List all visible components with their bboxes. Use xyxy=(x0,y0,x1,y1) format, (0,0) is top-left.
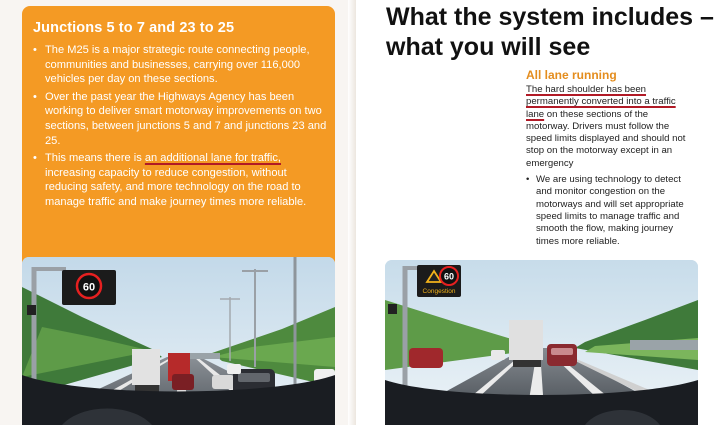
underlined-phrase: The hard shoulder has been permanently converted into a traffic lane xyxy=(526,84,676,120)
bullet-text-after: increasing capacity to reduce congestion, without reducing safety, and more technology on the road to manage traffic and make journey times more reliable. xyxy=(45,166,307,208)
bullet-item: • Over the past year the Highways Agency has been working to deliver smart motorway improvements on two sections, between junctions 5 and 7 and junctions 23 and 25. xyxy=(33,90,329,148)
right-body-text xyxy=(526,84,694,248)
motorway-illustration-right xyxy=(385,260,698,425)
left-page xyxy=(0,0,356,425)
sign-message: Congestion xyxy=(422,288,456,295)
speed-limit-value: 60 xyxy=(82,281,96,294)
truck-right xyxy=(509,320,543,360)
right-bullet-list xyxy=(526,174,694,248)
section-subtitle: All lane running xyxy=(526,68,617,82)
red-car-left xyxy=(409,348,443,368)
junctions-bullet-list xyxy=(33,43,329,213)
page-title: What the system includes – what you will see xyxy=(386,3,714,61)
right-page xyxy=(368,0,720,425)
bullet-text-before: This means there is xyxy=(45,152,145,165)
bullet-item xyxy=(33,151,329,209)
speed-limit-value: 60 xyxy=(443,271,455,282)
bullet-item: • The M25 is a major strategic route connecting people, communities and businesses, carrying over 116,000 vehicles per day on these sections. xyxy=(33,43,329,87)
bullet-item: • We are using technology to detect and monitor congestion on the motorways and will set appropriate speed limits to manage traffic and smooth the flow, making journey times more reliable. xyxy=(526,174,694,248)
box-title: Junctions 5 to 7 and 23 to 25 xyxy=(33,20,235,36)
motorway-illustration-left xyxy=(22,257,335,425)
page-edge-shadow xyxy=(348,0,356,425)
underlined-phrase: an additional lane for traffic, xyxy=(144,152,281,165)
motorway-photo-left xyxy=(22,257,335,425)
white-car xyxy=(212,375,234,389)
truck-left xyxy=(132,349,160,385)
body-paragraph xyxy=(526,84,694,170)
motorway-photo-right xyxy=(385,260,698,425)
paragraph-rest: on these sections of the motorway. Drivers must follow the speed limits displayed and should not stop on the motorway except in an emergency xyxy=(526,108,686,169)
